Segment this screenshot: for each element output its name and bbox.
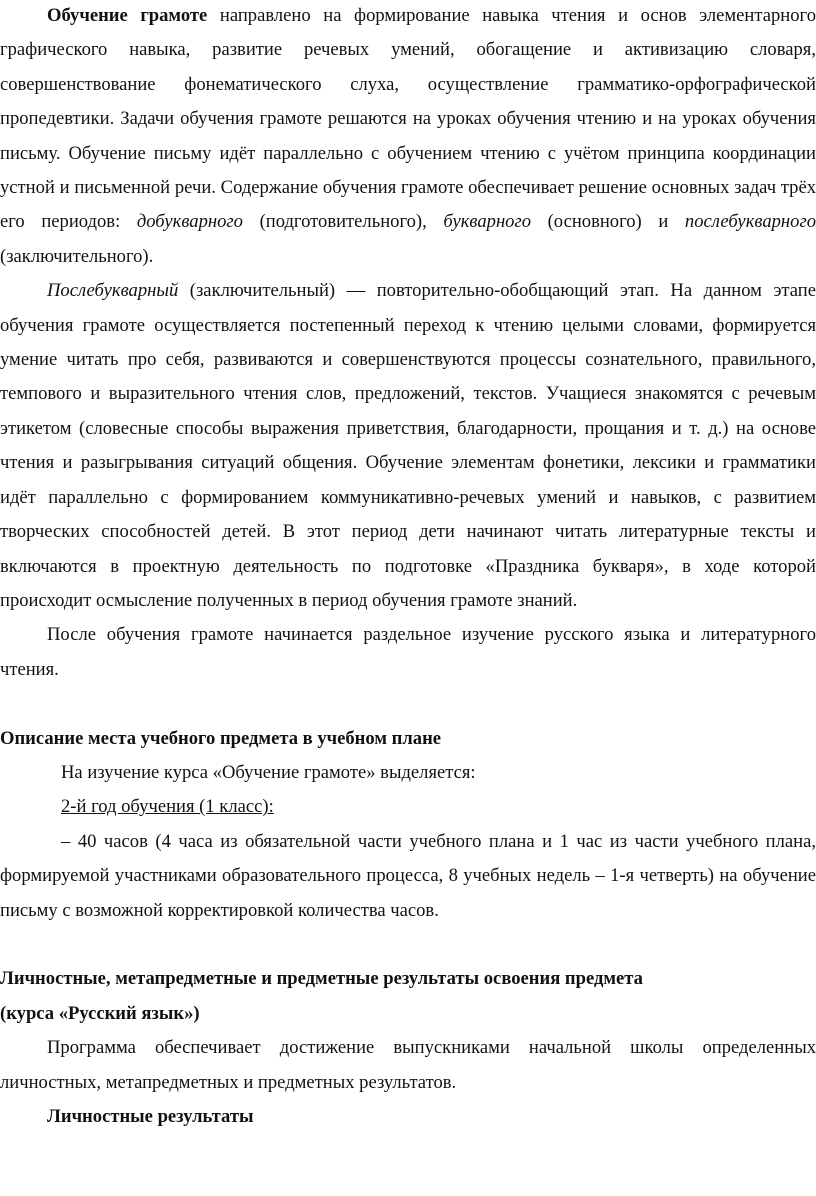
paragraph-after-literacy: После обучения грамоте начинается раздельное изучение русского языка и литературного чтения. bbox=[0, 624, 816, 680]
paragraph-hours: – 40 часов (4 часа из обязательной части учебного плана и 1 час из части учебного плана, формируемой участниками образовательного процесса, 8 учебных недель – 1-я четверть) на обучение письму с возможной корректировкой количества часов. bbox=[0, 830, 816, 921]
spacer bbox=[0, 687, 816, 721]
text-run: (основного) и bbox=[531, 211, 685, 233]
year-of-study-line bbox=[0, 790, 816, 824]
text-run: (заключительный) — повторительно-обобщающий этап. На данном этапе обучения грамоте осуществляется постепенный переход к чтению целыми словами, формируется умение читать про себя, развиваются и совершенствуются процессы сознательного, правильного, темпового и выразительного чтения слов, предложений, текстов. Учащиеся знакомятся с речевым этикетом (словесные способы выражения приветствия, благодарности, прощания и т. д.) на основе чтения и разыгрывания ситуаций общения. Обучение элементам фонетики, лексики и грамматики идёт параллельно с формированием коммуникативно-речевых умений и навыков, с развитием творческих способностей детей. В этот период дети начинают читать литературные тексты и включаются в проектную деятельность по подготовке «Праздника букваря», в ходе которой происходит осмысление полученных в период обучения грамоте знаний. bbox=[0, 280, 816, 611]
italic-term-postalphabet: послебукварного bbox=[684, 211, 816, 233]
year-of-study-underlined: 2-й год обучения (1 класс): bbox=[61, 796, 274, 818]
italic-term-postalphabet-stage: Послебукварный bbox=[47, 280, 179, 302]
heading-results-subtitle: (курса «Русский язык») bbox=[0, 1002, 200, 1024]
text-run: направлено на формирование навыка чтения и основ элементарного графического навыка, развитие речевых умений, обогащение и активизацию словаря, совершенствование фонематического слуха, осуществление грамматико-орфографической пропедевтики. Задачи обучения грамоте решаются на уроках обучения чтению и на уроках обучения письму. Обучение письму идёт параллельно с обучением чтению с учётом принципа координации устной и письменной речи. Содержание обучения грамоте обеспечивает решение основных задач трёх его периодов: bbox=[0, 5, 816, 233]
paragraph-postalphabet-stage bbox=[0, 274, 816, 618]
paragraph-literacy-intro bbox=[0, 0, 816, 274]
italic-term-prealphabet: добукварного bbox=[136, 211, 243, 233]
text-run: (подготовительного), bbox=[242, 211, 444, 233]
personal-results-label: Личностные результаты bbox=[47, 1105, 254, 1127]
bold-term-literacy: Обучение грамоте bbox=[47, 5, 208, 26]
heading-personal-results bbox=[0, 1100, 816, 1134]
spacer bbox=[0, 928, 816, 962]
italic-term-alphabet: букварного bbox=[443, 211, 532, 233]
heading-curriculum-place: Описание места учебного предмета в учебном плане bbox=[0, 727, 442, 749]
heading-results: Личностные, метапредметные и предметные результаты освоения предмета bbox=[0, 968, 643, 990]
paragraph-program-results: Программа обеспечивает достижение выпускниками начальной школы определенных личностных, метапредметных и предметных результатов. bbox=[0, 1037, 816, 1093]
text-run: (заключительного). bbox=[0, 245, 154, 267]
course-hours-intro: На изучение курса «Обучение грамоте» выделяется: bbox=[61, 761, 476, 783]
